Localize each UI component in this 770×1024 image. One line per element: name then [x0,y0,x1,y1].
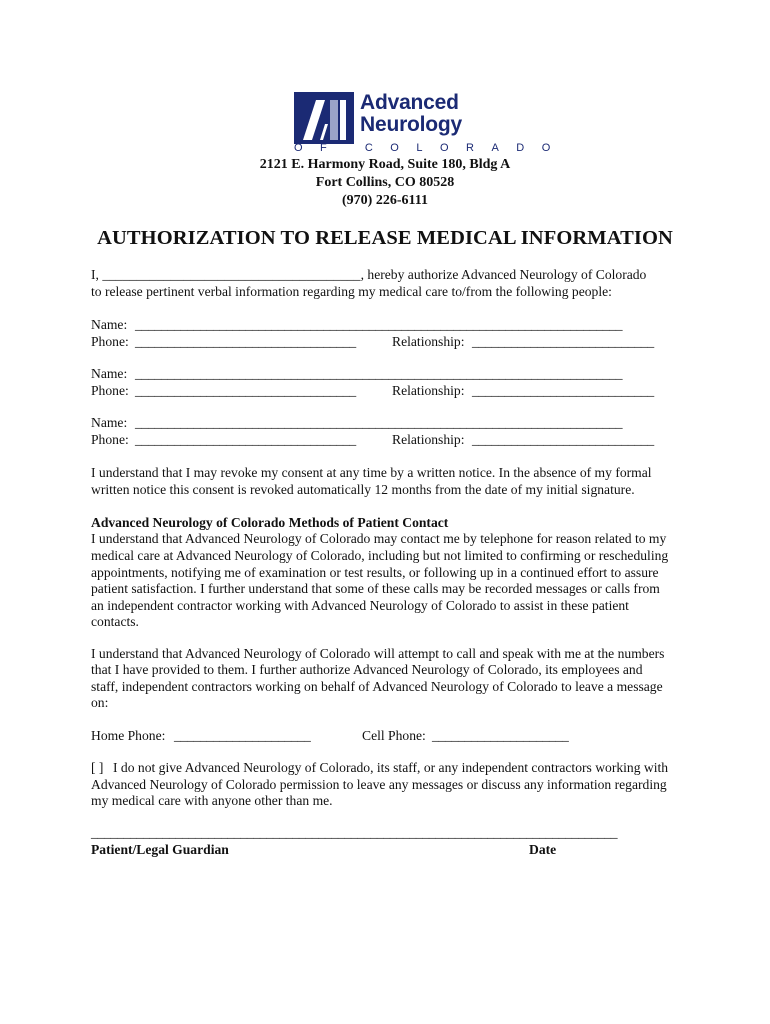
relationship-label: Relationship: [392,334,465,349]
cell-phone-label: Cell Phone: [362,728,426,743]
form-title: AUTHORIZATION TO RELEASE MEDICAL INFORMATION [97,227,673,249]
intro-line-1[interactable]: I, ______________________________________, hereby authorize Advanced Neurology of Colorado [91,267,647,282]
methods-para1-line: I understand that Advanced Neurology of Colorado may contact me by telephone for reason related to my [91,531,667,546]
address-city: Fort Collins, CO 80528 [315,175,455,190]
methods-heading: Advanced Neurology of Colorado Methods of Patient Contact [91,515,449,530]
logo-text-of-colorado: OF COLORADO [294,142,568,154]
phone-field[interactable]: __________________________________ [135,383,356,398]
methods-para2-line: I understand that Advanced Neurology of Colorado will attempt to call and speak with me at the numbers [91,646,665,661]
address-street: 2121 E. Harmony Road, Suite 180, Bldg A [259,157,511,172]
phone-label: Phone: [91,383,129,398]
relationship-field[interactable]: ____________________________ [472,334,654,349]
phone-label: Phone: [91,334,129,349]
methods-para2-line: that I have provided to them. I further authorize Advanced Neurology of Colorado, its employees and [91,662,643,677]
name-label: Name: [91,317,128,332]
optout-line-3: my medical care with anyone other than me. [91,793,333,808]
methods-para1-line: medical care at Advanced Neurology of Colorado, including but not limited to confirming or rescheduling [91,548,669,563]
signature-line[interactable]: _________________________________________________________________________________ [91,825,618,840]
revoke-line-2: written notice this consent is revoked automatically 12 months from the date of my initial signature. [91,482,635,497]
logo-text-advanced: Advanced [360,91,459,114]
phone-field[interactable]: __________________________________ [135,334,356,349]
cell-phone-field[interactable]: _____________________ [432,728,569,743]
name-label: Name: [91,366,128,381]
address-phone: (970) 226-6111 [342,193,428,208]
patient-legal-guardian-label: Patient/Legal Guardian [91,842,229,857]
methods-para1-line: an independent contractor working with Advanced Neurology of Colorado to assist in these patient [91,598,629,613]
phone-label: Phone: [91,432,129,447]
methods-para1-line: patient satisfaction. I further understand that some of these calls may be recorded messages or calls from [91,581,660,596]
relationship-field[interactable]: ____________________________ [472,432,654,447]
revoke-line-1: I understand that I may revoke my consent at any time by a written notice. In the absence of my formal [91,465,652,480]
methods-para2-line: on: [91,695,109,710]
logo-text-neurology: Neurology [360,113,463,136]
relationship-label: Relationship: [392,432,465,447]
name-field[interactable]: ___________________________________________________________________________ [135,317,623,332]
methods-para1-line: contacts. [91,614,139,629]
methods-para2-line: staff, independent contractors working on behalf of Advanced Neurology of Colorado to leave a message [91,679,663,694]
home-phone-field[interactable]: _____________________ [174,728,311,743]
relationship-field[interactable]: ____________________________ [472,383,654,398]
optout-line-2: Advanced Neurology of Colorado permission to leave any messages or discuss any information regarding [91,777,667,792]
optout-line-1: I do not give Advanced Neurology of Colorado, its staff, or any independent contractors working with [113,760,669,775]
date-label: Date [529,842,557,857]
name-label: Name: [91,415,128,430]
intro-line-2: to release pertinent verbal information regarding my medical care to/from the following people: [91,284,612,299]
company-logo [294,91,568,158]
optout-checkbox[interactable]: [ ] [91,760,104,775]
relationship-label: Relationship: [392,383,465,398]
an-logo-mark-icon [294,92,354,144]
home-phone-label: Home Phone: [91,728,166,743]
name-field[interactable]: ___________________________________________________________________________ [135,415,623,430]
phone-field[interactable]: __________________________________ [135,432,356,447]
name-field[interactable]: ___________________________________________________________________________ [135,366,623,381]
methods-para1-line: appointments, notifying me of examination or test results, or following up in a continued effort to assure [91,565,659,580]
